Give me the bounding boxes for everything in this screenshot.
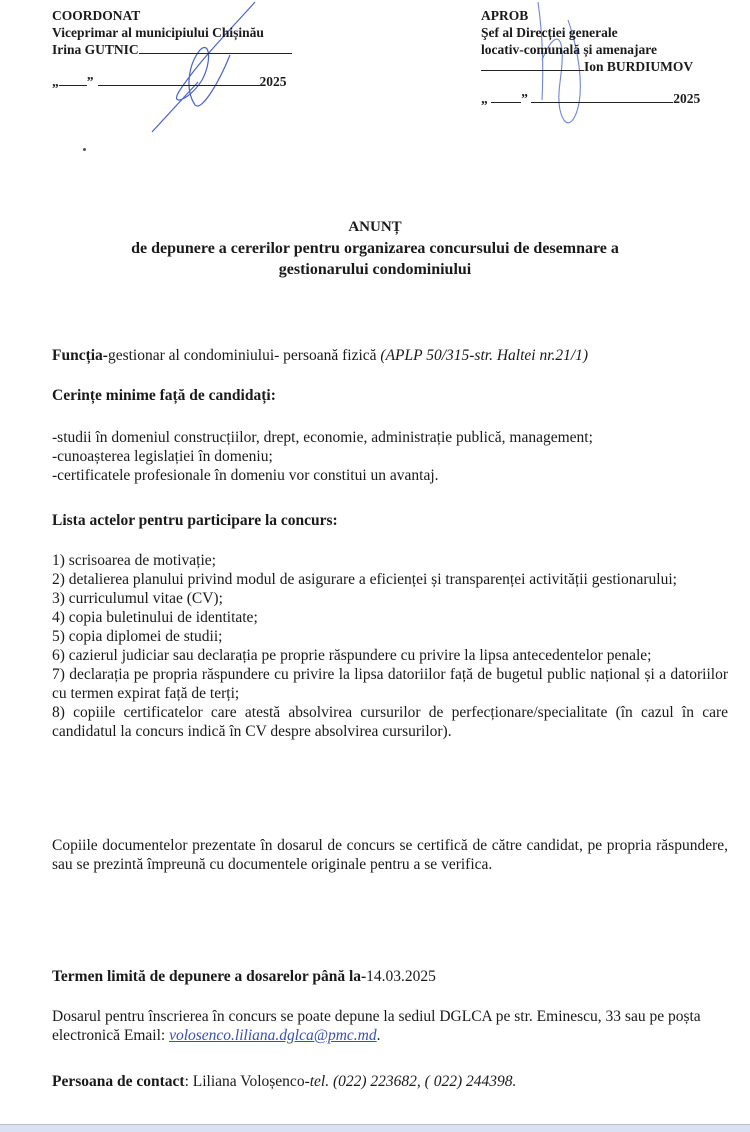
aprob-position-2: locativ-comunală și amenajare (481, 42, 657, 57)
date-quote-open: „ (52, 74, 59, 89)
month-line (98, 75, 260, 86)
contact-label: Persoana de contact (52, 1073, 185, 1090)
documents-heading: Lista actelor pentru participare la concurs: (52, 512, 338, 529)
document-item: 8) copiile certificatelor care atestă absolvirea cursurilor de perfecționare/specialitate (în cazul în care candidatul la concurs indică în CV despre absolvirea cursurilor). (52, 704, 728, 740)
email-link[interactable]: volosenco.liliana.dglca@pmc.md (169, 1027, 377, 1044)
contact-phones: tel. (022) 223682, ( 022) 244398. (309, 1073, 517, 1090)
signature-line (139, 43, 292, 54)
aprob-position-1: Şef al Direcției generale (481, 25, 618, 40)
function-detail: (APLP 50/315-str. Haltei nr.21/1) (380, 347, 589, 364)
date-year: 2025 (259, 74, 287, 89)
contact-name: Liliana Voloșenco- (192, 1073, 310, 1090)
date-quote-close: ” (521, 91, 528, 106)
contact-line (52, 1072, 728, 1091)
title-line-3: gestionarului condominiului (278, 261, 472, 278)
date-year: 2025 (673, 91, 701, 106)
approval-block-left (52, 7, 292, 90)
document-item: 6) cazierul judiciar sau declarația pe proprie răspundere cu privire la lipsa antecedentelor penale; (52, 647, 652, 664)
function-label: Funcția- (52, 347, 108, 364)
month-line (531, 92, 673, 103)
coordonat-label: COORDONAT (52, 8, 141, 23)
aprob-label: APROB (481, 8, 529, 23)
document-item: 1) scrisoarea de motivație; (52, 552, 216, 569)
coordonat-name: Irina GUTNIC (52, 42, 139, 57)
submission-info (52, 1007, 702, 1045)
requirement-item: -studii în domeniul construcțiilor, drept, economie, administrație publică, management; (52, 429, 593, 446)
day-line (59, 75, 87, 86)
deadline-line (52, 967, 728, 986)
announcement-title (0, 217, 750, 280)
submission-text: Dosarul pentru înscrierea în concurs se poate depune la sediul DGLCA pe str. Eminescu, 33 sau pe poșta electronică Email: (52, 1008, 701, 1044)
deadline-date: 14.03.2025 (366, 968, 436, 985)
coordonat-name-line (52, 41, 292, 58)
document-item: 2) detalierea planului privind modul de asigurare a eficienței și transparenței activității gestionarului; (52, 571, 677, 588)
certification-note: Copiile documentelor prezentate în dosarul de concurs se certifică de către candidat, pe propria răspundere, sau se prezintă împreună cu documentele originale pentru a se verifica. (52, 837, 728, 873)
title-line-1: ANUNȚ (348, 219, 402, 235)
document-item: 4) copia buletinului de identitate; (52, 609, 258, 626)
requirement-item: -certificatele profesionale în domeniu vor constitui un avantaj. (52, 467, 439, 484)
requirements-list (52, 428, 728, 485)
requirements-heading: Cerințe minime față de candidați: (52, 387, 276, 404)
aprob-name-line (481, 58, 700, 75)
document-item: 3) curriculumul vitae (CV); (52, 590, 223, 607)
aprob-date-line (481, 90, 700, 107)
requirement-item: -cunoașterea legislației în domeniu; (52, 448, 273, 465)
contact-sep: : (184, 1073, 193, 1090)
speck (83, 148, 86, 151)
documents-list (52, 551, 728, 741)
deadline-label: Termen limită de depunere a dosarelor până la- (52, 968, 367, 985)
date-quote-close: ” (86, 74, 94, 89)
title-line-2: de depunere a cererilor pentru organizarea concursului de desemnare a (131, 240, 619, 257)
day-line (491, 92, 521, 103)
coordonat-date-line (52, 73, 292, 90)
date-quote-open: „ (481, 91, 488, 106)
coordonat-position: Viceprimar al municipiului Chișinău (52, 25, 264, 40)
document-item: 5) copia diplomei de studii; (52, 628, 223, 645)
submission-end: . (376, 1027, 381, 1044)
document-item: 7) declarația pe propria răspundere cu privire la lipsa datoriilor față de bugetul public național și a datoriilor cu termen expirat față de terți; (52, 666, 728, 702)
aprob-name: Ion BURDIUMOV (584, 59, 694, 74)
approval-block-right (481, 7, 700, 107)
signature-line (481, 60, 584, 71)
function-text: gestionar al condominiului- persoană fizică (107, 347, 381, 364)
function-line (52, 346, 728, 365)
